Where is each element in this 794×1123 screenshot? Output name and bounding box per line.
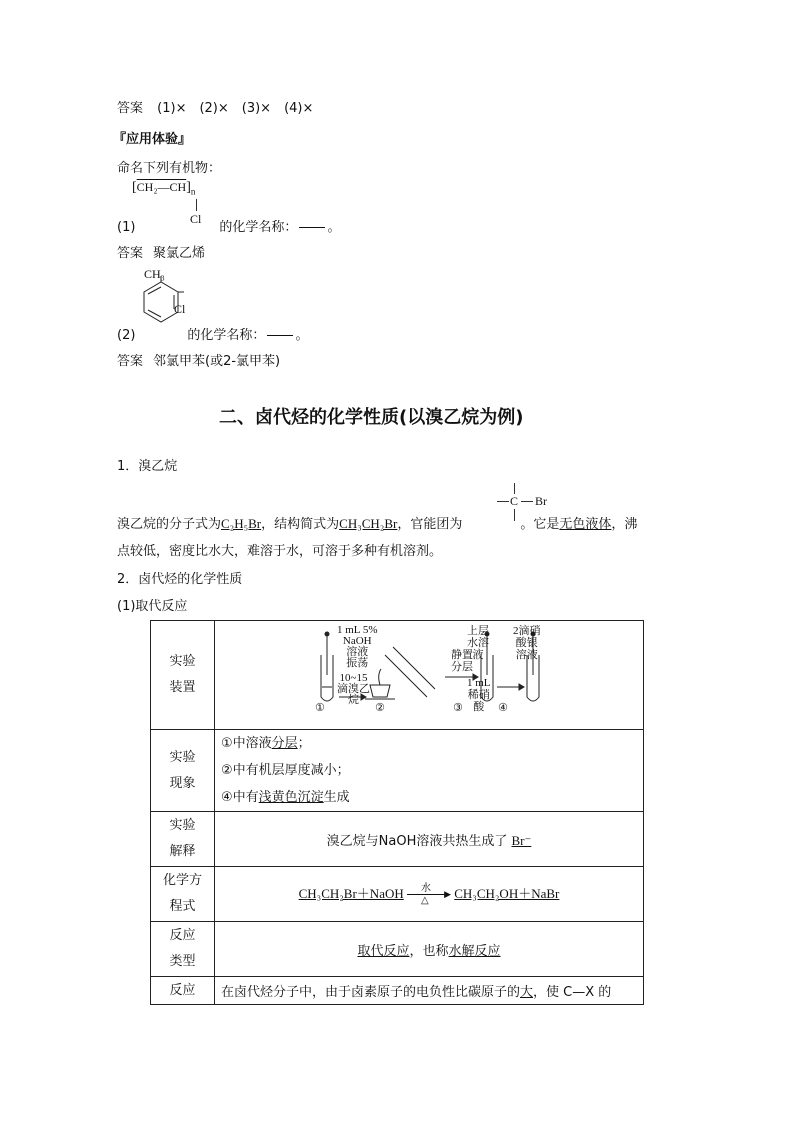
apparatus-label-settle: 静置 分层 <box>451 649 473 673</box>
answer-text: (1)× (2)× (3)× (4)× <box>157 101 314 116</box>
apparatus-cell <box>215 621 644 730</box>
row-equation: 化学方 程式 CH₃CH₂Br＋NaOH 水 △ ▶ CH₃CH₂OH＋NaBr <box>151 867 644 922</box>
answer-label: 答案 <box>117 101 144 116</box>
row-reaction-type: 反应 类型 取代反应，也称水解反应 <box>151 922 644 977</box>
subsection-2-1: (1)取代反应 <box>117 599 188 614</box>
tube-num-4: ④ <box>498 701 508 714</box>
fg-carbon: C <box>510 494 519 508</box>
polymer-structure: $[CH_2—CH]_n$ <box>132 180 196 197</box>
paragraph-line-1: 溴乙烷的分子式为C₂H₅Br，结构简式为CH₃CH₂Br，官能团为 。它是无色液体，沸 <box>117 516 638 532</box>
apparatus-label-upper: 上层 水溶 液 <box>467 625 489 661</box>
row-observation: 实验 现象 ①中溶液分层； ②中有机层厚度减小； ④中有浅黄色沉淀生成 <box>151 730 644 812</box>
polymer-cl: Cl <box>190 212 202 226</box>
apparatus-label-bromoethane: 10~15 滴溴乙 烷 <box>337 672 370 706</box>
tube-num-1: ① <box>315 701 325 714</box>
apparatus-label-naoh: 1 mL 5% NaOH 溶液 振荡 <box>337 624 378 669</box>
tube-num-3: ③ <box>453 701 463 714</box>
subsection-2: 2．卤代烃的化学性质 <box>117 572 243 587</box>
section-title: 二、卤代烃的化学性质(以溴乙烷为例) <box>219 407 524 428</box>
apparatus-label-nitric: 1 mL 稀硝 酸 <box>467 677 491 713</box>
fg-bromine: Br <box>535 494 547 508</box>
answer-line-3: 答案 邻氯甲苯(或2-氯甲苯) <box>117 354 281 369</box>
paragraph-line-2: 点较低，密度比水大，难溶于水，可溶于多种有机溶剂。 <box>117 544 443 559</box>
row-apparatus: 实验 装置 1 mL 5% NaOH 溶液 振荡 10~15 滴溴乙 烷 静置 分层 上层 水溶 液 1 mL 稀硝 酸 2滴硝 酸银 溶液 ① ② ③ ④ <box>151 621 644 730</box>
ch3-label: CH₃ <box>144 267 165 281</box>
answer-line-2: 答案 聚氯乙烯 <box>117 246 206 261</box>
answer-line-1 <box>117 97 313 116</box>
experiment-table <box>150 620 644 1005</box>
row-explanation: 实验 解释 溴乙烷与NaOH溶液共热生成了 Br⁻ <box>151 812 644 867</box>
apply-heading: 『应用体验』 <box>113 132 192 147</box>
tube-num-2: ② <box>375 701 385 714</box>
row-mechanism: 反应 在卤代烃分子中，由于卤素原子的电负性比碳原子的大，使 C—X 的 <box>151 977 644 1005</box>
apparatus-label-silver: 2滴硝 酸银 溶液 <box>513 625 541 661</box>
cl-label: Cl <box>174 302 186 316</box>
subsection-1: 1．溴乙烷 <box>117 459 178 474</box>
fg-right-bond <box>521 501 533 502</box>
apply-intro: 命名下列有机物： <box>117 161 222 176</box>
fg-left-bond <box>497 501 509 502</box>
question-1: (1) 的化学名称： 。 <box>117 220 341 235</box>
question-2: (2) 的化学名称： 。 <box>117 328 309 343</box>
polymer-bond <box>196 199 197 211</box>
